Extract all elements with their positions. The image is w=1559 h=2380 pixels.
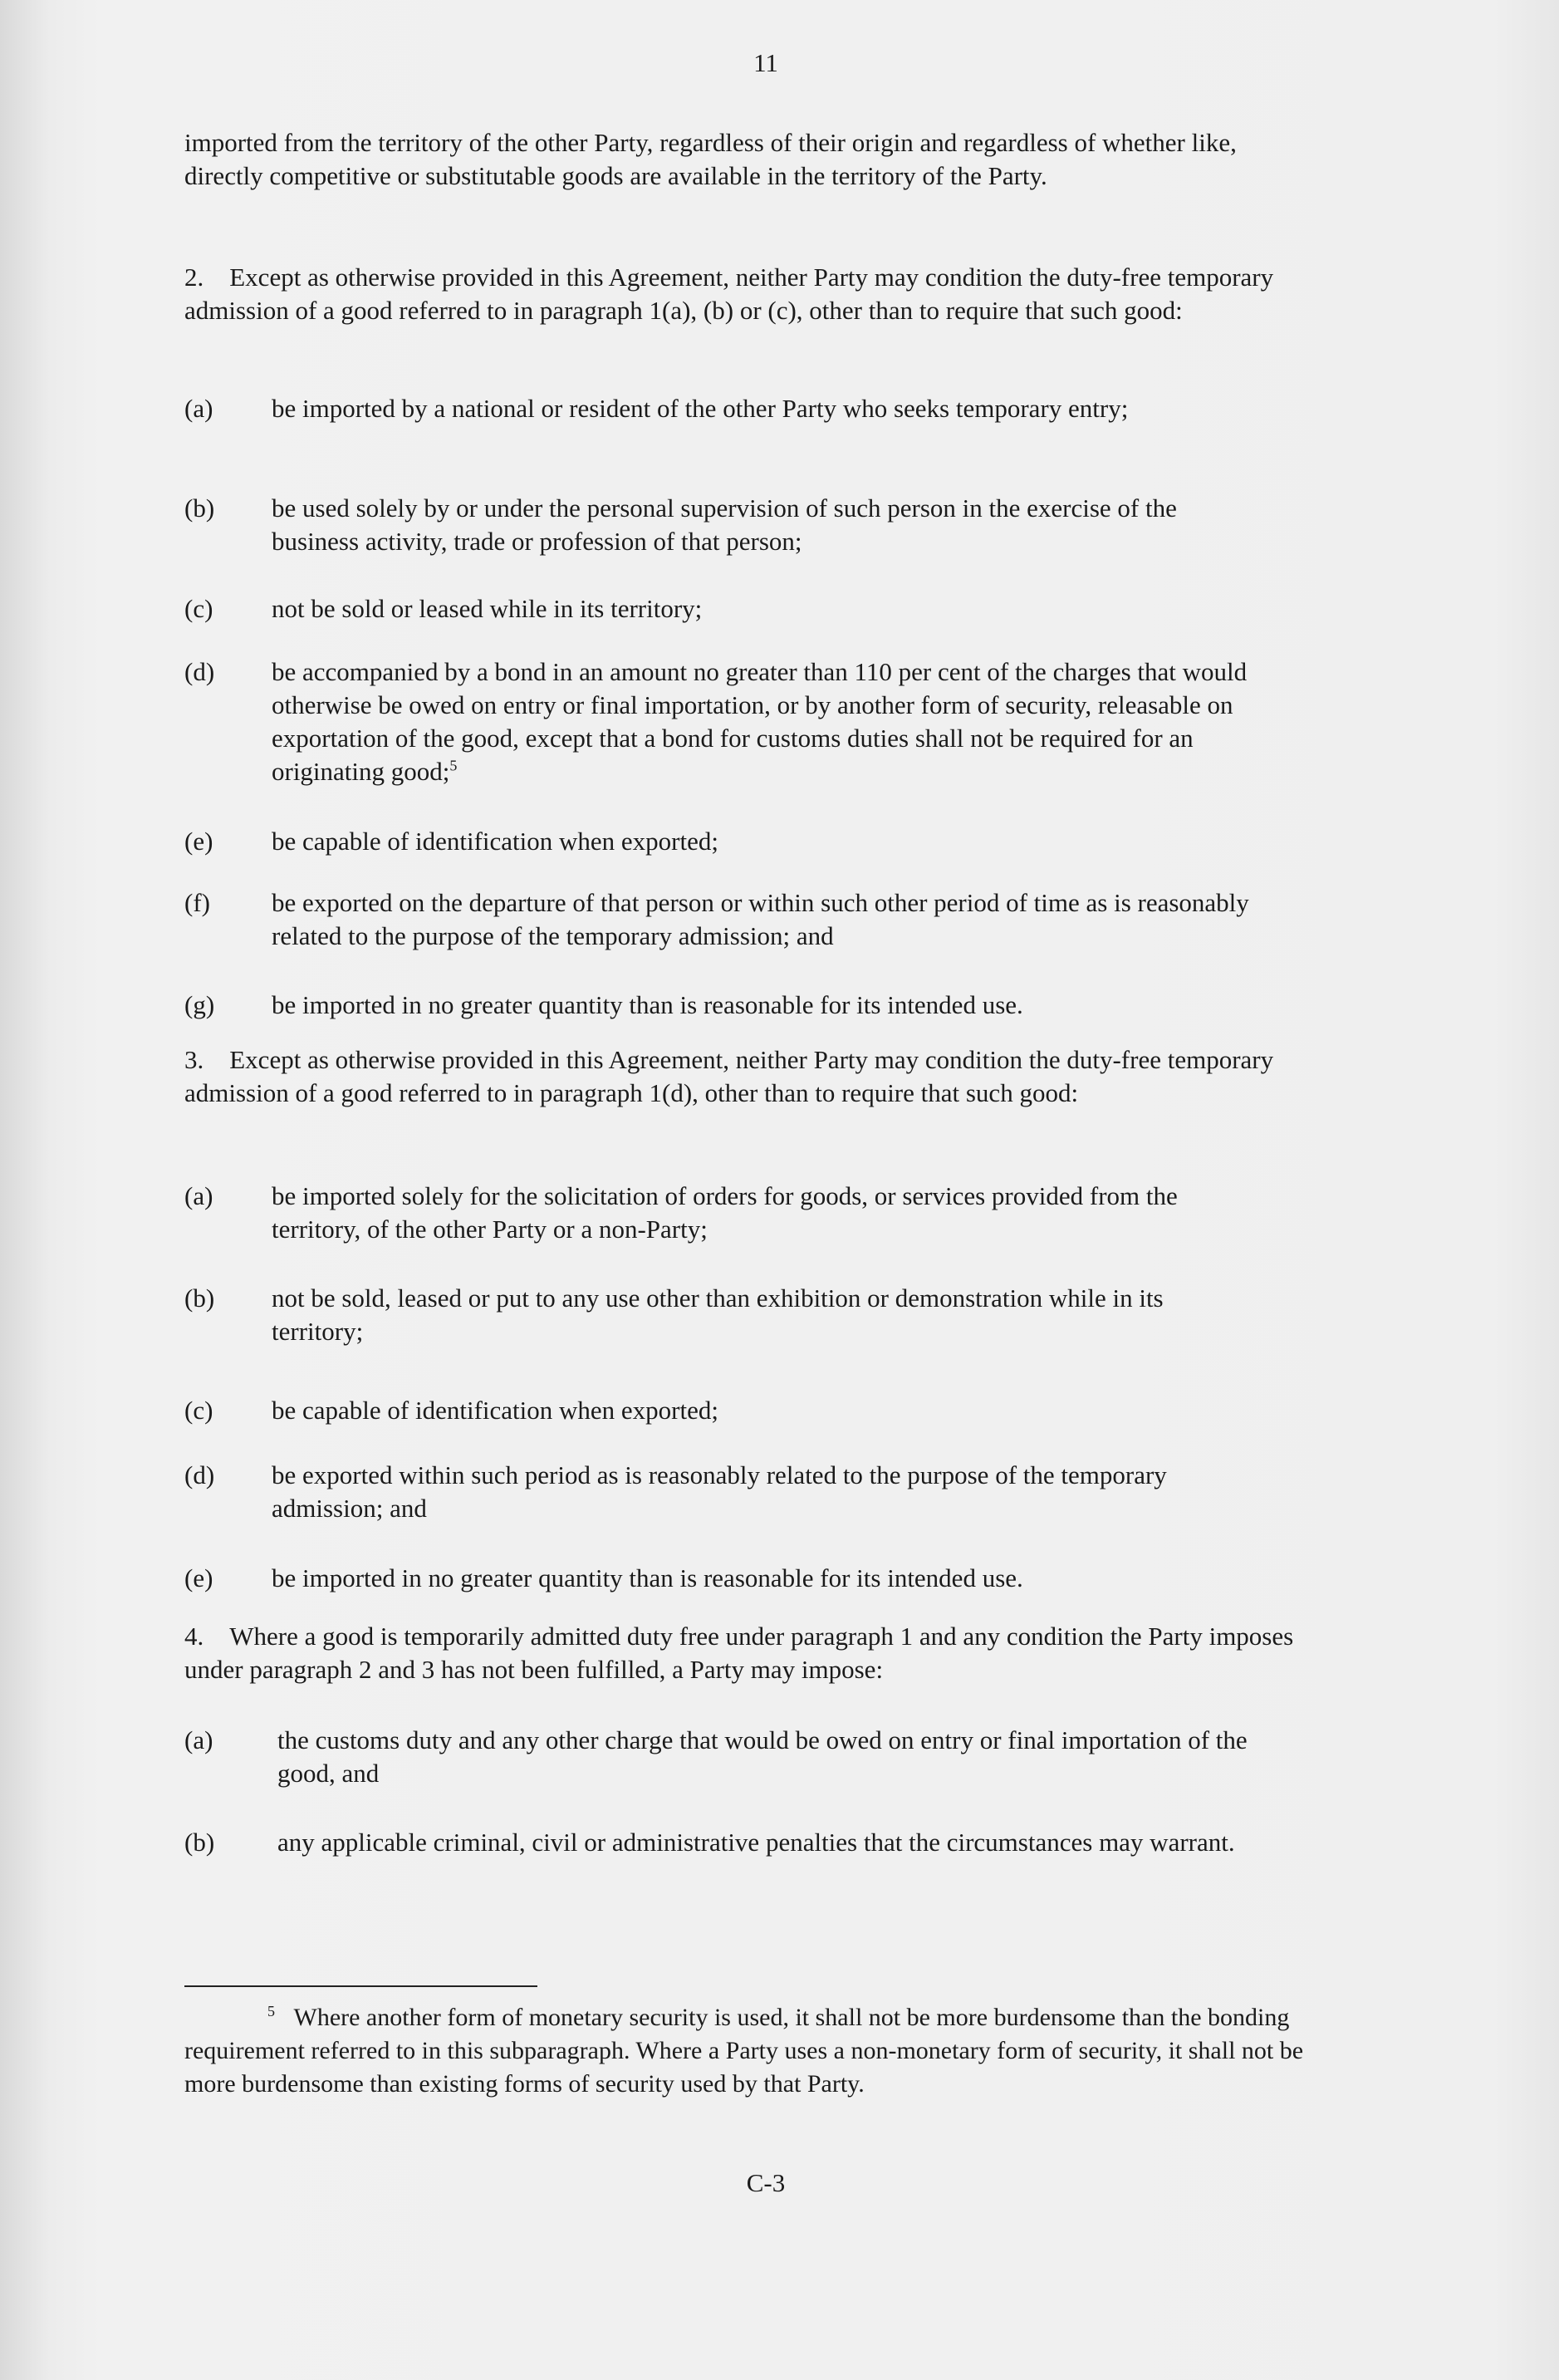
item-label: (b) — [184, 493, 215, 523]
item-text: be capable of identification when exported; — [272, 827, 718, 856]
item-text-body: be accompanied by a bond in an amount no greater than 110 per cent of the charges that would otherwise be owed on entry or final importation, or by another form of security, releasable on exportation of the good, except that a bond for customs duties shall not be required for an originating good; — [272, 657, 1248, 786]
page-number-top: 11 — [753, 48, 778, 77]
paragraph-3-number: 3. — [184, 1045, 204, 1074]
paragraph-4 — [184, 1620, 1306, 1686]
item-text: be exported within such period as is reasonably related to the purpose of the temporary admission; and — [272, 1460, 1167, 1523]
item-label: (e) — [184, 827, 213, 856]
item-text: not be sold or leased while in its territory; — [272, 594, 703, 623]
item-text: not be sold, leased or put to any use other than exhibition or demonstration while in its territory; — [272, 1283, 1164, 1346]
footnote-text: Where another form of monetary security is used, it shall not be more burdensome than the bonding requirement referred to in this subparagraph. Where a Party uses a non-monetary form of security, it shall not be more burdensome than existing forms of security used by that Party. — [184, 2004, 1304, 2098]
intro-paragraph: imported from the territory of the other Party, regardless of their origin and regardless of whether like, directly competitive or substitutable goods are available in the territory of the Party. — [184, 128, 1237, 190]
paragraph-4-number: 4. — [184, 1622, 204, 1651]
item-label: (c) — [184, 1396, 213, 1425]
item-text: be imported by a national or resident of the other Party who seeks temporary entry; — [272, 394, 1129, 423]
paragraph-3 — [184, 1043, 1306, 1110]
item-label: (e) — [184, 1563, 213, 1592]
paragraph-2-number: 2. — [184, 263, 204, 292]
item-label: (c) — [184, 594, 213, 623]
item-text: be imported in no greater quantity than is reasonable for its intended use. — [272, 1563, 1023, 1592]
footnote-reference: 5 — [449, 757, 458, 774]
item-text: be used solely by or under the personal supervision of such person in the exercise of the business activity, trade or profession of that person; — [272, 493, 1177, 556]
item-text: be exported on the departure of that person or within such other period of time as is reasonably related to the purpose of the temporary admission; and — [272, 888, 1249, 950]
paragraph-2-text: Except as otherwise provided in this Agreement, neither Party may condition the duty-free temporary admission of a good referred to in paragraph 1(a), (b) or (c), other than to require that such good: — [184, 263, 1274, 325]
paragraph-3-text: Except as otherwise provided in this Agreement, neither Party may condition the duty-free temporary admission of a good referred to in paragraph 1(d), other than to require that such good: — [184, 1045, 1274, 1107]
paragraph-2 — [184, 261, 1306, 327]
item-text: be imported in no greater quantity than is reasonable for its intended use. — [272, 990, 1023, 1019]
footnote-divider — [184, 1985, 537, 1987]
item-text: be imported solely for the solicitation of orders for goods, or services provided from the territory, of the other Party or a non-Party; — [272, 1181, 1178, 1244]
item-label: (a) — [184, 394, 213, 423]
item-label: (d) — [184, 1460, 215, 1489]
item-label: (b) — [184, 1283, 215, 1313]
page-number-bottom: C-3 — [746, 2168, 786, 2197]
item-text: the customs duty and any other charge that would be owed on entry or final importation of the good, and — [277, 1725, 1248, 1788]
item-label: (d) — [184, 657, 215, 686]
footnote-marker: 5 — [267, 2003, 275, 2019]
item-text: be capable of identification when exported; — [272, 1396, 718, 1425]
item-text: any applicable criminal, civil or administrative penalties that the circumstances may warrant. — [277, 1828, 1235, 1857]
item-label: (g) — [184, 990, 215, 1019]
item-text — [272, 655, 1252, 788]
item-label: (a) — [184, 1181, 213, 1210]
footnote — [184, 2001, 1339, 2101]
paragraph-4-text: Where a good is temporarily admitted duty free under paragraph 1 and any condition the Party imposes under paragraph 2 and 3 has not been fulfilled, a Party may impose: — [184, 1622, 1294, 1684]
item-label: (a) — [184, 1725, 213, 1754]
item-label: (f) — [184, 888, 210, 917]
item-label: (b) — [184, 1828, 215, 1857]
